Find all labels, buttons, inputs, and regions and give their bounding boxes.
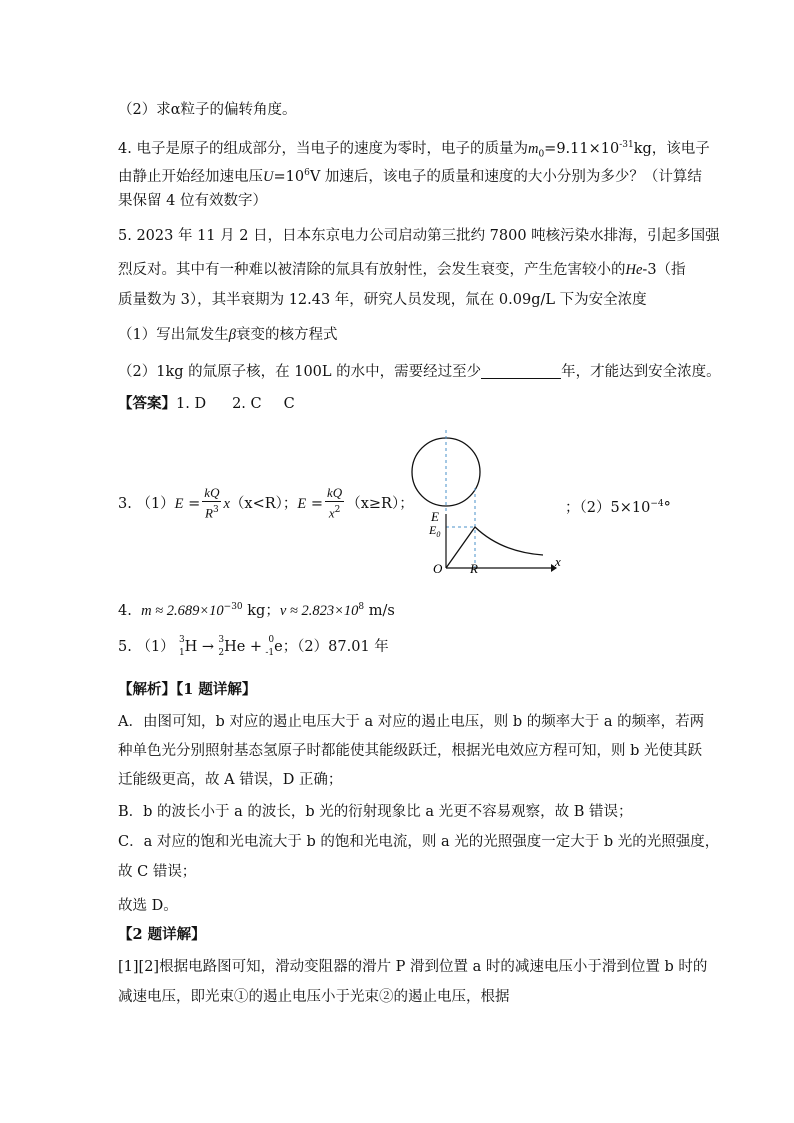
a4-velocity-unit: m/s bbox=[364, 602, 395, 619]
analysis-a3: 迁能级更高，故 A 错误，D 正确； bbox=[118, 772, 343, 788]
field-graph bbox=[405, 428, 565, 578]
analysis-p21: [1][2]根据电路图可知，滑动变阻器的滑片 P 滑到位置 a 时的减速电压小于滑到位置 b 时的 bbox=[118, 959, 708, 975]
a5-tail: ；（2）87.01 年 bbox=[282, 639, 389, 655]
u-symbol: U bbox=[263, 168, 274, 185]
answer-1: 1. D bbox=[176, 396, 207, 412]
he-nuclide: 3 2 bbox=[218, 635, 225, 658]
analysis-a1: A．由图可知，b 对应的遏止电压大于 a 对应的遏止电压，则 b 的频率大于 a 的频率，若两 bbox=[118, 714, 705, 730]
answer-2: 2. C bbox=[232, 396, 262, 412]
analysis-c2: 故 C 错误； bbox=[118, 864, 197, 880]
field-curve bbox=[446, 527, 543, 568]
q2-part2: （2）求α粒子的偏转角度。 bbox=[118, 102, 297, 118]
q5-text: 年，才能达到安全浓度。 bbox=[561, 364, 721, 380]
q5-text: （2）1kg 的氚原子核，在 100L 的水中，需要经过至少 bbox=[118, 364, 482, 380]
cond-2: （x≥R）； bbox=[346, 496, 414, 512]
u-exp: 6 bbox=[304, 168, 310, 178]
q5-line1: 5. 2023 年 11 月 2 日，日本东京电力公司启动第三批约 7800 吨核污染水排海，引起多国强 bbox=[118, 228, 720, 244]
q5-text: 衰变的核方程式 bbox=[235, 327, 338, 343]
e-symbol: E bbox=[174, 496, 184, 512]
a3-tail-exp: −4 bbox=[650, 499, 664, 509]
analysis-a2: 种单色光分别照射基态氢原子时都能使其能级跃迁，根据光电效应方程可知，则 b 光使其跃 bbox=[118, 743, 702, 759]
m0-value: =9.11×10 bbox=[544, 140, 620, 157]
h-symbol: H bbox=[184, 639, 198, 655]
e-symbol: e bbox=[274, 639, 283, 655]
answer-blank[interactable] bbox=[481, 363, 561, 379]
q5-text: 烈反对。其中有一种难以被清除的氚具有放射性，会发生衰变，产生危害较小的 bbox=[118, 262, 626, 278]
a4-velocity: v ≈ 2.823×10 bbox=[279, 602, 359, 619]
e-nuclide: 0 -1 bbox=[265, 635, 275, 658]
frac-num: kQ bbox=[327, 485, 343, 501]
analysis-c1: C．a 对应的饱和光电流大于 b 的饱和光电流，则 a 光的光照强度一定大于 b 光的光照强度， bbox=[118, 834, 720, 850]
graph-e0-label: $E_0$ bbox=[429, 523, 441, 539]
graph-x-label: x bbox=[555, 554, 561, 569]
analysis-p22: 减速电压，即光束①的遏止电压小于光束②的遏止电压，根据 bbox=[118, 989, 510, 1005]
q5-sub1 bbox=[118, 325, 698, 345]
q4-text: 4. 电子是原子的组成部分，当电子的速度为零时，电子的质量为 bbox=[118, 140, 528, 157]
answer-line bbox=[118, 394, 698, 414]
q5-text: （1）写出氚发生 bbox=[118, 327, 229, 343]
beta-symbol: β bbox=[228, 327, 236, 343]
answer-label: 【答案】 bbox=[118, 395, 176, 412]
analysis-header bbox=[118, 680, 698, 700]
frac-den: R bbox=[205, 505, 213, 521]
answer-5: 5. （1） 3 1 H → 3 2 He + 0 -1 e；（2）87.01 年 bbox=[118, 635, 389, 658]
a4-mass-exp: −30 bbox=[223, 602, 243, 612]
fraction-2 bbox=[325, 485, 344, 522]
frac-den-exp: 2 bbox=[334, 505, 341, 516]
q5-text: -3（指 bbox=[642, 262, 686, 278]
fraction-1 bbox=[202, 485, 221, 522]
q5-line3: 质量数为 3），其半衰期为 12.43 年，研究人员发现，氚在 0.09g/L 下为安全浓度 bbox=[118, 292, 647, 308]
q5-sub2 bbox=[118, 362, 721, 382]
q4-line2 bbox=[118, 163, 702, 187]
cond-1: （x<R）； bbox=[229, 496, 298, 512]
analysis-head-2: 【2 题详解】 bbox=[118, 926, 206, 943]
a5-prefix: 5. （1） bbox=[118, 639, 175, 655]
e-symbol: E bbox=[297, 496, 307, 512]
m0-exp: -31 bbox=[619, 140, 634, 150]
q5-line2 bbox=[118, 260, 698, 280]
a3-prefix: 3. （1） bbox=[118, 496, 175, 512]
a3-tail: ；（2）5×10 bbox=[565, 499, 651, 516]
u-value: =10 bbox=[273, 168, 305, 185]
m0-sub: 0 bbox=[538, 149, 545, 160]
frac-num: kQ bbox=[204, 485, 220, 501]
answer-4 bbox=[118, 597, 698, 621]
he-symbol: He bbox=[625, 262, 643, 278]
frac-den: x bbox=[328, 505, 335, 521]
q4-text: V 加速后，该电子的质量和速度的大小分别为多少？（计算结 bbox=[309, 168, 702, 185]
graph-e-label: E bbox=[431, 509, 439, 524]
m0-symbol: m bbox=[527, 140, 539, 157]
analysis-d: 故选 D。 bbox=[118, 898, 178, 914]
q4-line1 bbox=[118, 135, 710, 165]
h-nuclide: 3 1 bbox=[178, 635, 185, 658]
graph-r-label: R bbox=[470, 561, 478, 576]
x-symbol: x bbox=[223, 496, 230, 512]
analysis-b: B．b 的波长小于 a 的波长，b 光的衍射现象比 a 光更不容易观察，故 B 错误； bbox=[118, 804, 633, 820]
answer-3: 3. （1）E = $\frac{kQ}{R^3}$ x（x<R）；E = $\frac{kQ}{x^2}$ （x≥R）； bbox=[118, 485, 414, 521]
q4-line3: 果保留 4 位有效数字） bbox=[118, 193, 267, 209]
a3-tail-unit: ° bbox=[663, 499, 671, 516]
frac-den-exp: 3 bbox=[212, 505, 219, 516]
a4-mass: m ≈ 2.689×10 bbox=[141, 602, 224, 619]
a4-prefix: 4. bbox=[118, 602, 132, 619]
analysis-head-1: 【1 题详解】 bbox=[176, 681, 257, 698]
he-symbol: He bbox=[224, 639, 246, 655]
a4-mass-unit: kg； bbox=[242, 602, 280, 619]
m0-unit: kg，该电子 bbox=[633, 140, 710, 157]
answer-2b: C bbox=[283, 396, 295, 412]
graph-o-label: O bbox=[433, 561, 443, 576]
q4-text: 由静止开始经加速电压 bbox=[118, 168, 263, 185]
a4-velocity-exp: 8 bbox=[358, 602, 365, 612]
answer-3-tail bbox=[565, 494, 705, 518]
analysis-label: 【解析】 bbox=[118, 681, 176, 698]
